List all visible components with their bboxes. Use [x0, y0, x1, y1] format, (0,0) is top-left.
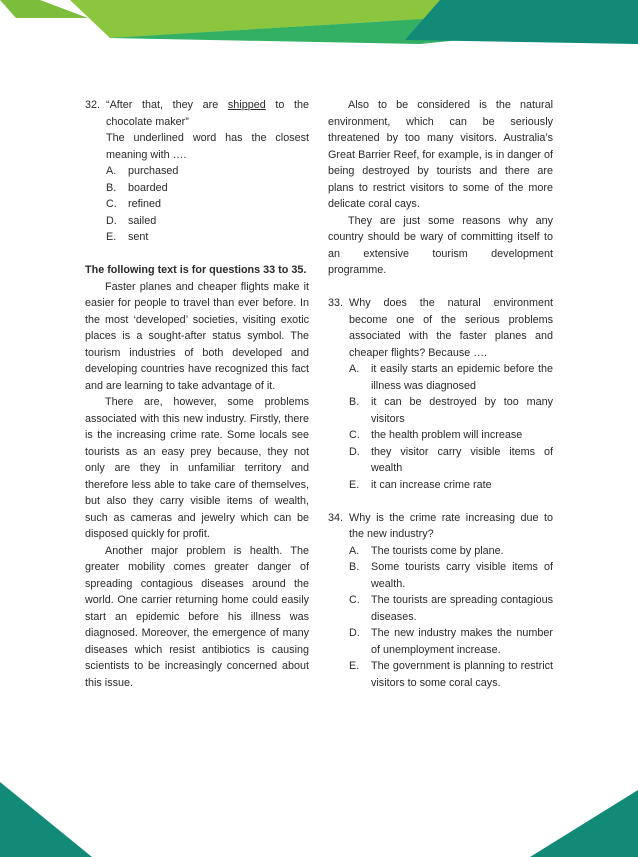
question-number: 33.: [328, 297, 344, 309]
question-number: 32.: [85, 99, 101, 111]
option-c: C. The tourists are spreading contagious diseases.: [349, 594, 553, 623]
option-a: A. The tourists come by plane.: [349, 544, 504, 557]
question-stem: Why is the crime rate increasing due to the new industry?: [349, 511, 553, 540]
option-a: A. purchased: [106, 165, 179, 177]
option-a: A. it easily starts an epidemic before the illness was diagnosed: [349, 363, 553, 392]
passage-paragraph: Faster planes and cheaper flights make it easier for people to travel than ever before. In the most ‘developed’ societies, visiting exotic places is a sought-after status symbol. The tourism industries of both developed and developing countries have recognized this fact and are learning to take advantage of it.: [85, 280, 309, 392]
option-d: D. they visitor carry visible items of wealth: [349, 445, 553, 474]
bottom-left-teal-corner: [0, 782, 92, 857]
bottom-right-teal-corner: [530, 790, 638, 857]
question-33: [328, 295, 553, 493]
passage-heading: The following text is for questions 33 to 35.: [85, 264, 307, 276]
passage-paragraph: There are, however, some problems associated with this new industry. Firstly, there is the increasing crime rate. Some locals see tourists as an easy prey because, they not only are they in unfamiliar territory and therefore less able to take care of themselves, but also they carry visible items of wealth, such as cameras and jewelry which can be disposed quickly for profit.: [85, 396, 309, 540]
passage-paragraph: They are just some reasons why any country should be wary of committing itself to an extensive tourism development programme.: [328, 214, 553, 276]
option-e: E. it can increase crime rate: [349, 478, 492, 491]
option-d: D. sailed: [106, 214, 157, 227]
option-c: C. refined: [106, 198, 162, 210]
option-d: D. The new industry makes the number of unemployment increase.: [349, 627, 553, 656]
question-prompt: The underlined word has the closest meaning with ….: [106, 132, 309, 161]
left-column: [85, 97, 309, 691]
option-b: B. boarded: [106, 181, 168, 194]
top-teal-corner: [405, 0, 638, 44]
option-b: B. it can be destroyed by too many visitors: [349, 396, 553, 425]
question-stem: Why does the natural environment become one of the serious problems associated with the faster planes and cheaper flights? Because ….: [349, 297, 553, 359]
right-column: [328, 97, 553, 691]
passage-paragraph: Another major problem is health. The greater mobility comes greater danger of spreading contagious diseases around the world. One carrier returning home could easily start an epidemic before his illness was diagnosed. Moreover, the emergence of many diseases which resist antibiotics is causing scientists to be increasingly concerned about this issue.: [85, 544, 309, 689]
question-32: [85, 97, 309, 246]
question-stem: “After that, they are shipped to the chocolate maker”: [106, 99, 309, 128]
question-34: [328, 510, 553, 692]
option-c: C. the health problem will increase: [349, 429, 523, 441]
underlined-word: shipped: [227, 99, 266, 111]
option-e: E. The government is planning to restrict visitors to some coral cays.: [349, 660, 553, 689]
passage-paragraph: Also to be considered is the natural environment, which can be seriously threatened by too many visitors. Australia’s Great Barrier Reef, for example, is in danger of being destroyed by tourists and there are plans to restrict visitors to some of the more delicate coral cays.: [328, 99, 553, 210]
question-number: 34.: [328, 511, 344, 524]
option-b: B. Some tourists carry visible items of wealth.: [349, 561, 553, 590]
option-e: E. sent: [106, 231, 149, 243]
